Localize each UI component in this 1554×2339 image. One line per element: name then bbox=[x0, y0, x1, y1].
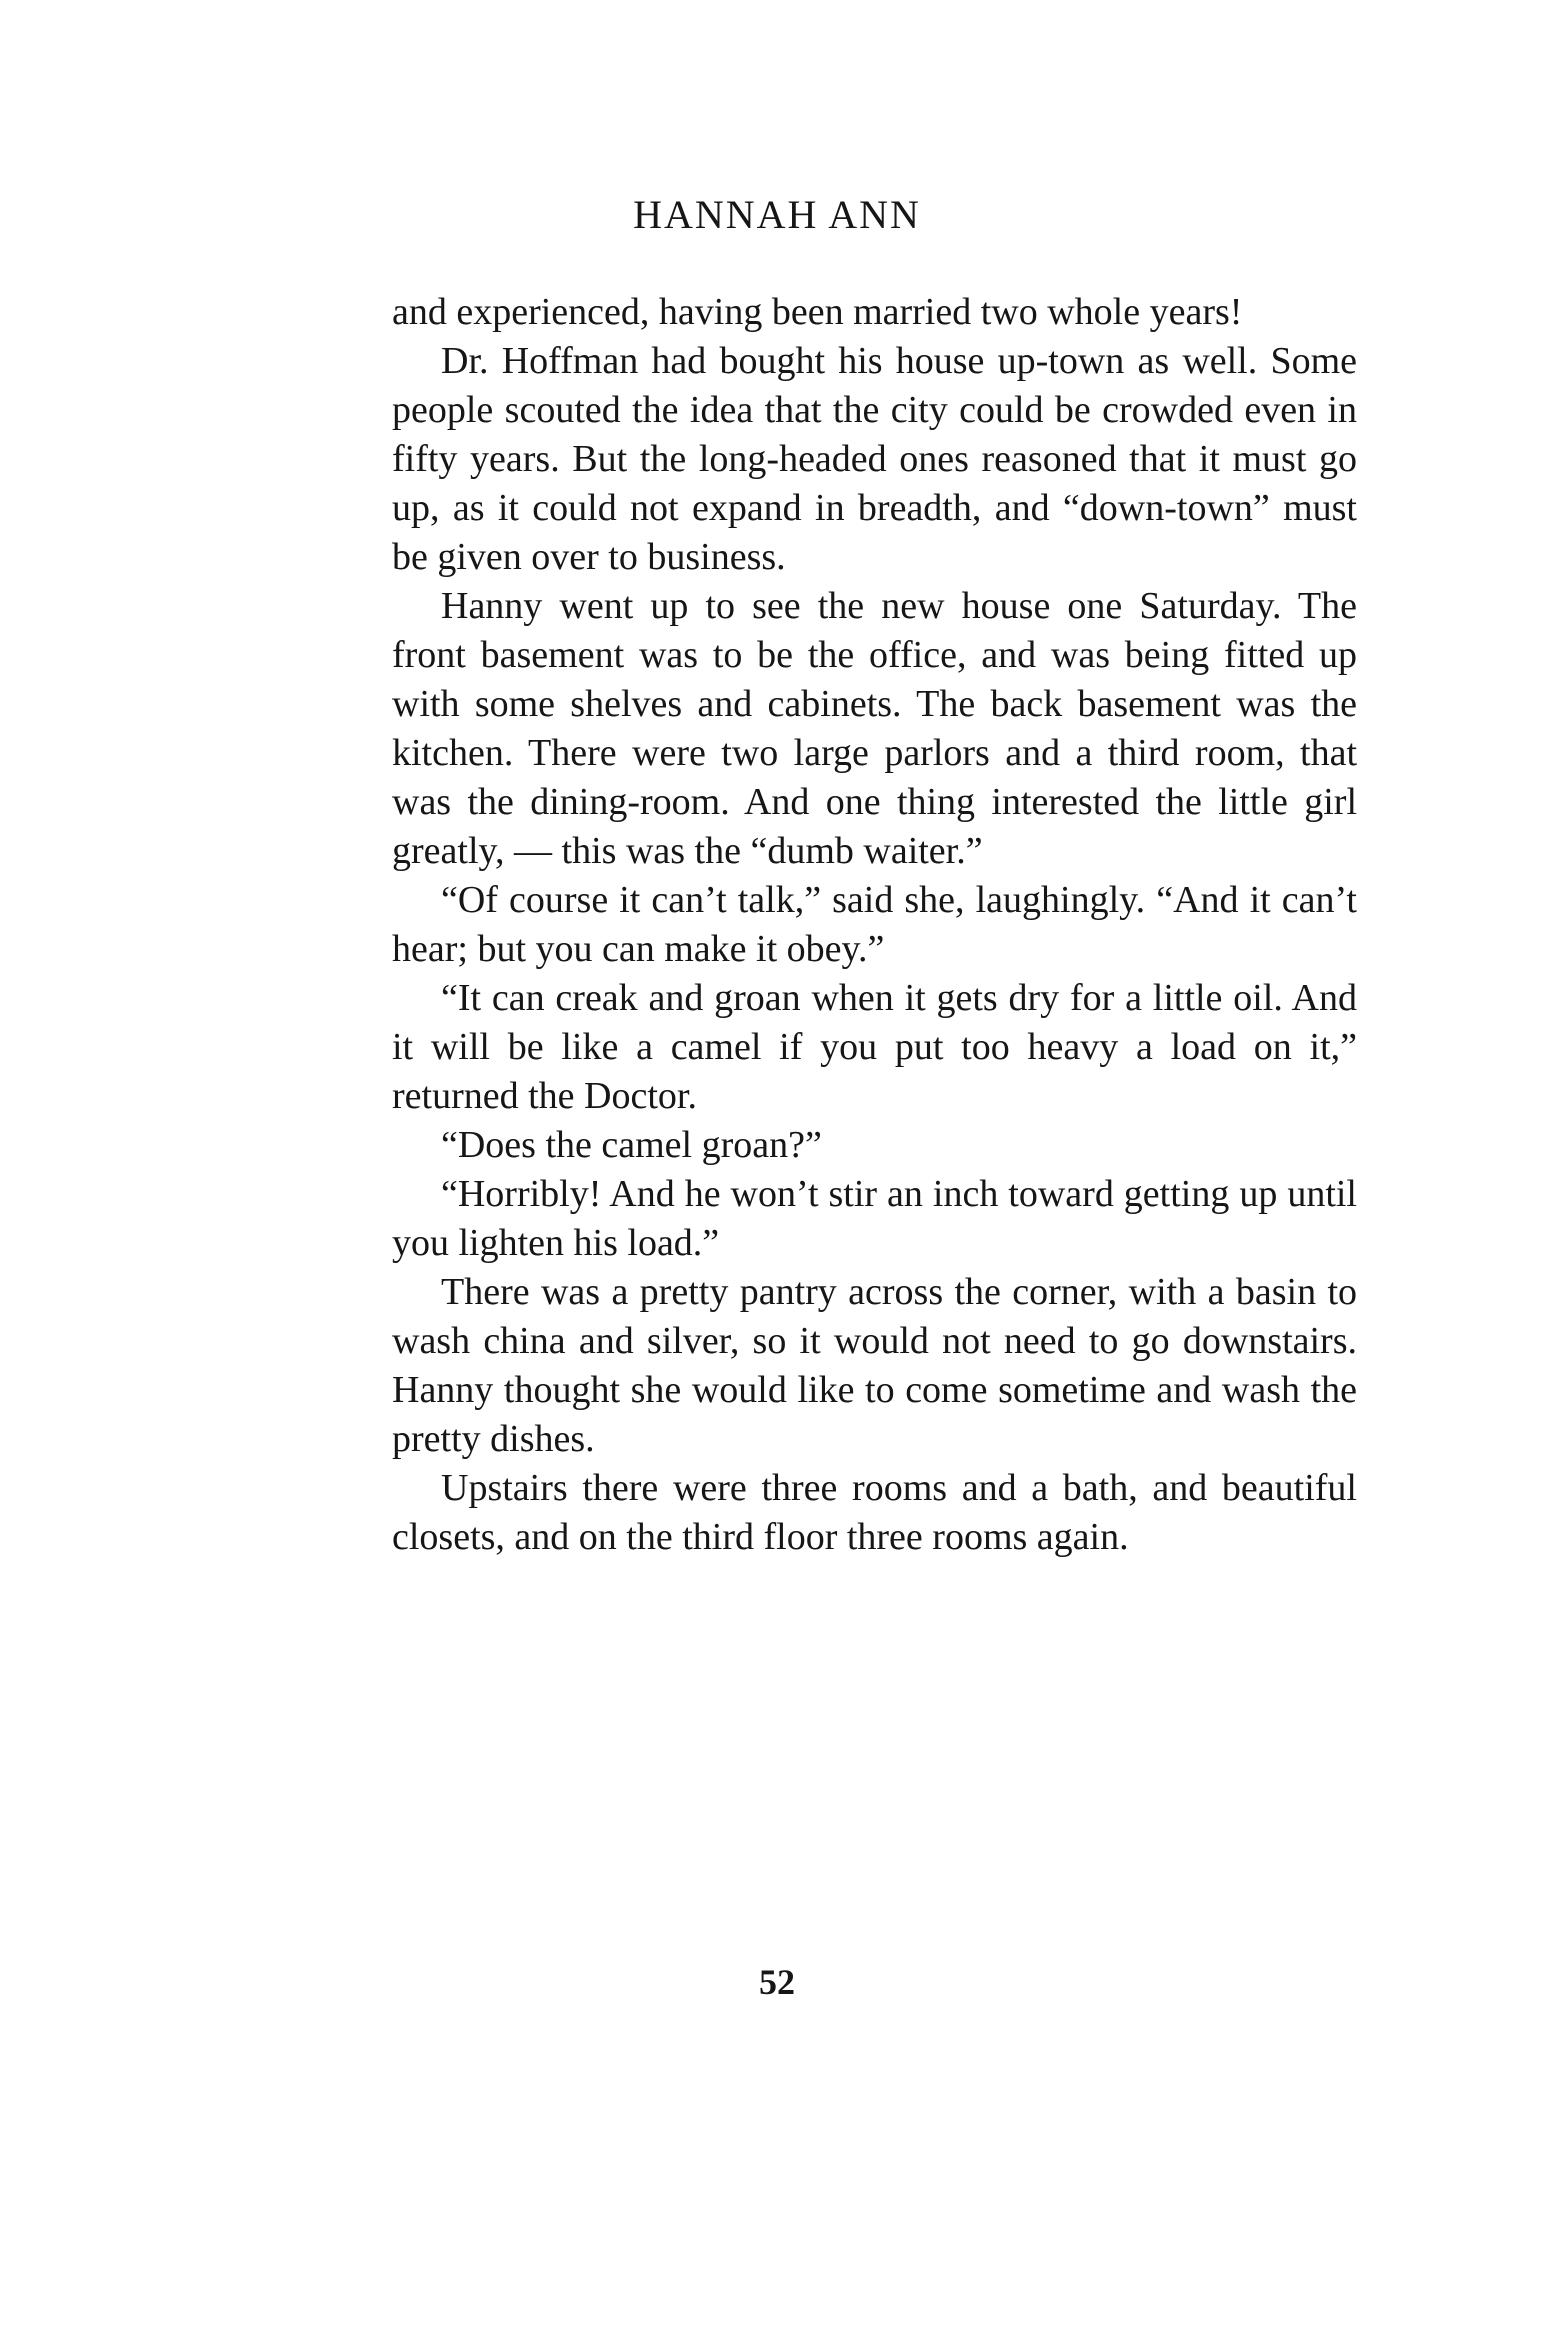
paragraph-8: There was a pretty pantry across the corner, with a basin to wash china and silver, so it would not need to go downstairs. Hanny thought she would like to come sometime and wash the pretty dishes. bbox=[392, 1271, 1357, 1460]
paragraph-4: “Of course it can’t talk,” said she, laughingly. “And it can’t hear; but you can make it obey.” bbox=[392, 879, 1357, 970]
paragraph-6: “Does the camel groan?” bbox=[441, 1124, 822, 1166]
page-number: 52 bbox=[759, 1962, 795, 2002]
paragraph-5: “It can creak and groan when it gets dry for a little oil. And it will be like a camel if you put too heavy a load on it,” returned the Doctor. bbox=[392, 977, 1357, 1117]
paragraph-3: Hanny went up to see the new house one Saturday. The front basement was to be the office, and was being fitted up with some shelves and cabinets. The back basement was the kitchen. There were two large parlors and a third room, that was the dining-room. And one thing interested the little girl greatly, — this was the “dumb waiter.” bbox=[392, 585, 1357, 872]
body-text bbox=[392, 288, 1357, 1562]
paragraph-9: Upstairs there were three rooms and a bath, and beautiful closets, and on the third floor three rooms again. bbox=[392, 1467, 1357, 1558]
paragraph-7: “Horribly! And he won’t stir an inch toward getting up until you lighten his load.” bbox=[392, 1173, 1357, 1264]
paragraph-1: and experienced, having been married two whole years! bbox=[392, 291, 1243, 333]
paragraph-2: Dr. Hoffman had bought his house up-town as well. Some people scouted the idea that the city could be crowded even in fifty years. But the long-headed ones reasoned that it must go up, as it could not expand in breadth, and “down-town” must be given over to business. bbox=[392, 340, 1357, 578]
running-head: HANNAH ANN bbox=[633, 192, 921, 237]
